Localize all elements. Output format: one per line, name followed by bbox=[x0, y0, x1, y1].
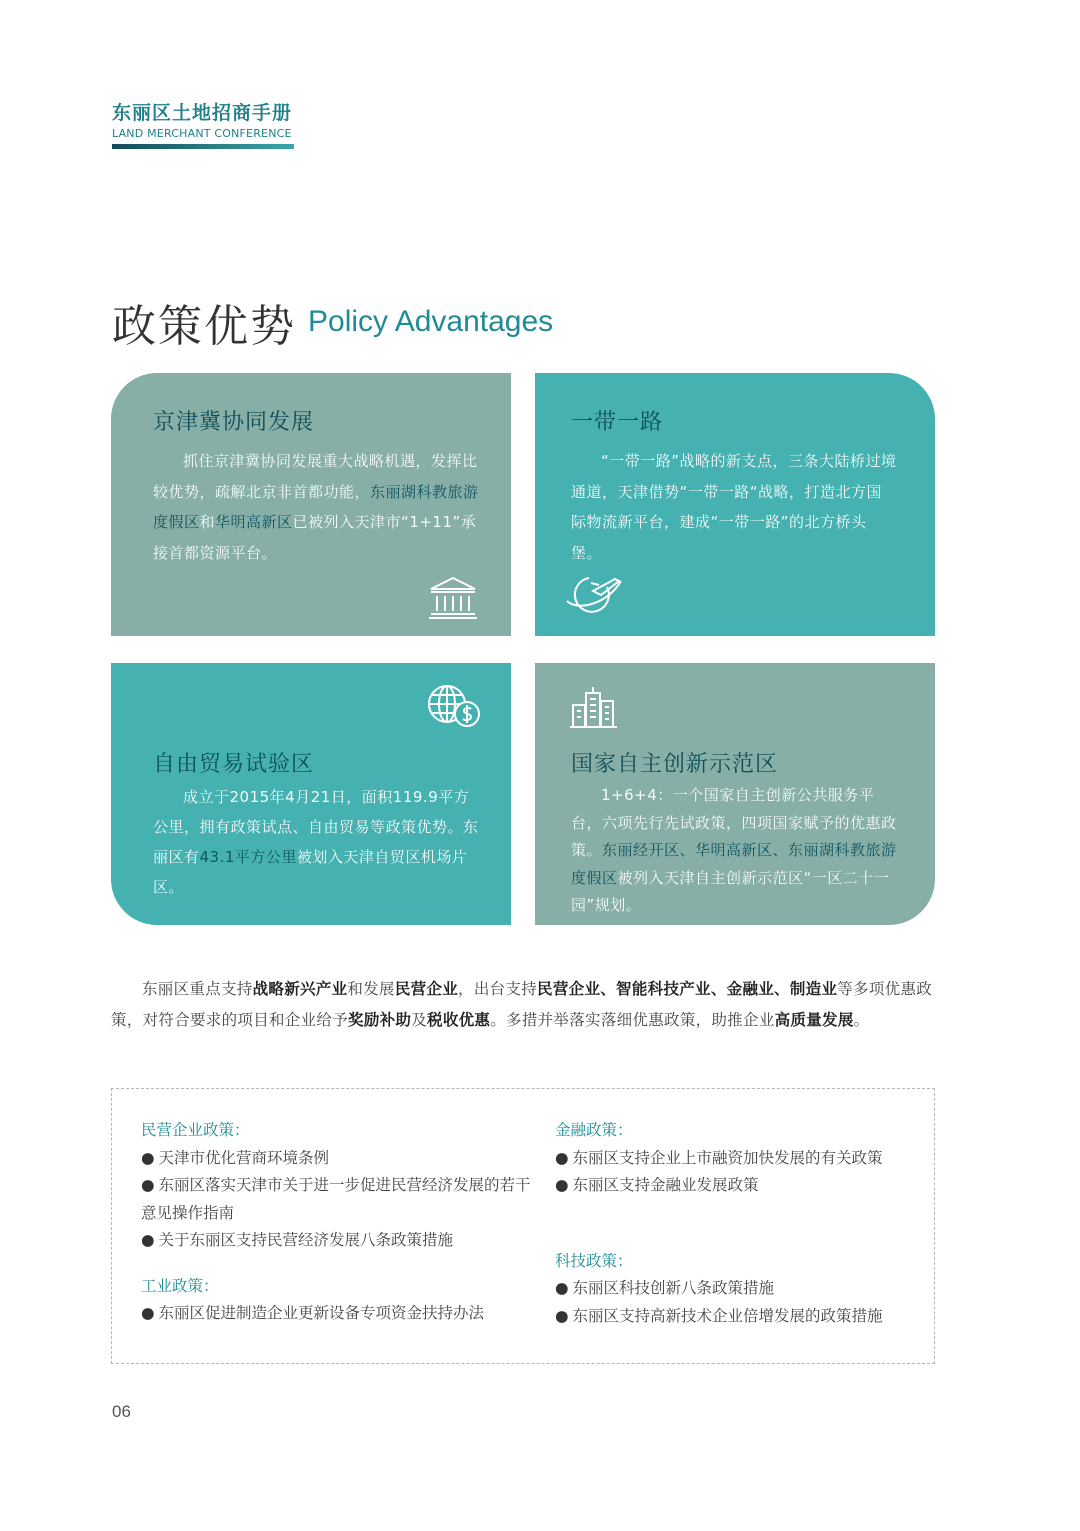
section-title-cn: 政策优势 bbox=[112, 301, 296, 352]
policy-summary-paragraph bbox=[111, 974, 937, 1036]
card-text bbox=[153, 782, 481, 902]
summary-text: 东丽区重点支持 bbox=[142, 980, 253, 998]
list-item bbox=[141, 1300, 531, 1328]
summary-text: ，出台支持 bbox=[458, 980, 538, 998]
section-title-en: Policy Advantages bbox=[308, 305, 554, 338]
summary-bold: 民营企业 bbox=[394, 980, 459, 998]
policy-heading-finance: 金融政策： bbox=[555, 1121, 633, 1139]
summary-text: 及 bbox=[411, 1011, 428, 1029]
card-text bbox=[153, 446, 481, 568]
summary-bold: 税收优惠 bbox=[427, 1011, 491, 1029]
policy-heading-industry: 工业政策： bbox=[141, 1276, 219, 1295]
list-item-text: 东丽区支持企业上市融资加快发展的有关政策 bbox=[572, 1148, 883, 1167]
section-title bbox=[112, 290, 553, 354]
bullet-icon: ● bbox=[555, 1306, 569, 1325]
summary-bold: 战略新兴产业 bbox=[252, 980, 348, 998]
card-text-part: 已被列入天津市“1+11”承接首都资源平台。 bbox=[153, 513, 477, 562]
list-item-text: 东丽区科技创新八条政策措施 bbox=[572, 1279, 775, 1297]
institution-icon bbox=[427, 575, 479, 621]
card-title: 自由贸易试验区 bbox=[153, 752, 315, 777]
summary-text: 。 bbox=[853, 1011, 870, 1029]
list-item-text: 东丽区支持高新技术企业倍增发展的政策措施 bbox=[572, 1306, 883, 1325]
list-item bbox=[141, 1145, 531, 1173]
card-title: 国家自主创新示范区 bbox=[571, 752, 779, 777]
card-text-part: 被划入天津自贸区机场片区。 bbox=[153, 848, 468, 896]
brand-title-cn: 东丽区土地招商手册 bbox=[112, 102, 293, 124]
bullet-icon: ● bbox=[555, 1148, 569, 1167]
summary-text: 和发展 bbox=[347, 980, 395, 998]
card-text-part: 被列入天津自主创新示范区“一区二十一园”规划。 bbox=[571, 868, 890, 914]
spacer bbox=[141, 1255, 531, 1273]
card-innovation-zone bbox=[535, 663, 935, 925]
card-highlight: 华明高新区 bbox=[215, 513, 293, 531]
card-highlight: 东丽湖科教旅游度假区 bbox=[153, 482, 479, 531]
card-highlight: 东丽经开区、华明高新区、东丽湖科教旅游度假区 bbox=[571, 841, 897, 887]
summary-bold: 高质量发展 bbox=[774, 1011, 854, 1029]
summary-bold: 民营企业、智能科技产业、金融业、制造业 bbox=[537, 980, 838, 998]
brand-underline-bar bbox=[112, 144, 294, 149]
brand-title-en: LAND MERCHANT CONFERENCE bbox=[112, 127, 292, 140]
bullet-icon: ● bbox=[141, 1231, 155, 1249]
card-text-part: 成立于2015年4月21日，面积119.9平方公里，拥有政策试点、自由贸易等政策优势。东丽区有 bbox=[153, 788, 479, 866]
card-text bbox=[571, 782, 897, 920]
summary-text: 。多措并举落实落细优惠政策，助推企业 bbox=[490, 1011, 775, 1029]
page-number: 06 bbox=[112, 1402, 131, 1421]
card-free-trade-zone bbox=[111, 663, 511, 925]
card-belt-and-road bbox=[535, 373, 935, 636]
bullet-icon: ● bbox=[141, 1148, 155, 1167]
card-jingjinji bbox=[111, 373, 511, 636]
summary-text: 等多项优惠政策，对符合要求的项目和企业给予 bbox=[111, 980, 933, 1029]
policy-column-right bbox=[555, 1117, 925, 1330]
list-item-text: 东丽区促进制造企业更新设备专项资金扶持办法 bbox=[158, 1304, 485, 1322]
policy-heading-private: 民营企业政策： bbox=[141, 1121, 250, 1139]
spacer bbox=[555, 1200, 925, 1248]
policy-column-left bbox=[141, 1117, 531, 1328]
card-highlight: 43.1平方公里 bbox=[199, 848, 297, 866]
list-item-text: 东丽区支持金融业发展政策 bbox=[572, 1176, 759, 1194]
bullet-icon: ● bbox=[555, 1176, 569, 1194]
card-title: 京津冀协同发展 bbox=[153, 410, 315, 435]
card-title: 一带一路 bbox=[571, 410, 664, 435]
list-item bbox=[555, 1172, 925, 1200]
policy-heading-tech: 科技政策： bbox=[555, 1251, 633, 1270]
list-item bbox=[555, 1145, 925, 1173]
bullet-icon: ● bbox=[141, 1176, 155, 1194]
list-item-text: 天津市优化营商环境条例 bbox=[158, 1148, 330, 1167]
card-text-part: 和 bbox=[199, 513, 216, 531]
list-item bbox=[141, 1227, 531, 1255]
list-item bbox=[141, 1172, 531, 1227]
list-item bbox=[555, 1275, 925, 1303]
bullet-icon: ● bbox=[141, 1304, 155, 1322]
city-buildings-icon bbox=[569, 683, 619, 731]
list-item-text: 关于东丽区支持民营经济发展八条政策措施 bbox=[158, 1231, 454, 1249]
card-text-part: 抓住京津冀协同发展重大战略机遇，发挥比较优势，疏解北京非首都功能， bbox=[153, 452, 478, 501]
bullet-icon: ● bbox=[555, 1279, 569, 1297]
card-text-part: 1+6+4：一个国家自主创新公共服务平台，六项先行先试政策，四项国家赋予的优惠政策。 bbox=[571, 786, 897, 859]
list-item-text: 东丽区落实天津市关于进一步促进民营经济发展的若干意见操作指南 bbox=[141, 1176, 531, 1222]
globe-plane-icon bbox=[563, 571, 627, 619]
policy-list-box bbox=[111, 1088, 935, 1364]
globe-dollar-icon bbox=[425, 683, 483, 731]
list-item bbox=[555, 1303, 925, 1331]
card-text: “一带一路”战略的新支点，三条大陆桥过境通道，天津借势“一带一路“战略，打造北方国际物流新平台，建成“一带一路”的北方桥头堡。 bbox=[571, 452, 897, 562]
summary-bold: 奖励补助 bbox=[348, 1011, 412, 1029]
brand-header bbox=[112, 98, 294, 149]
